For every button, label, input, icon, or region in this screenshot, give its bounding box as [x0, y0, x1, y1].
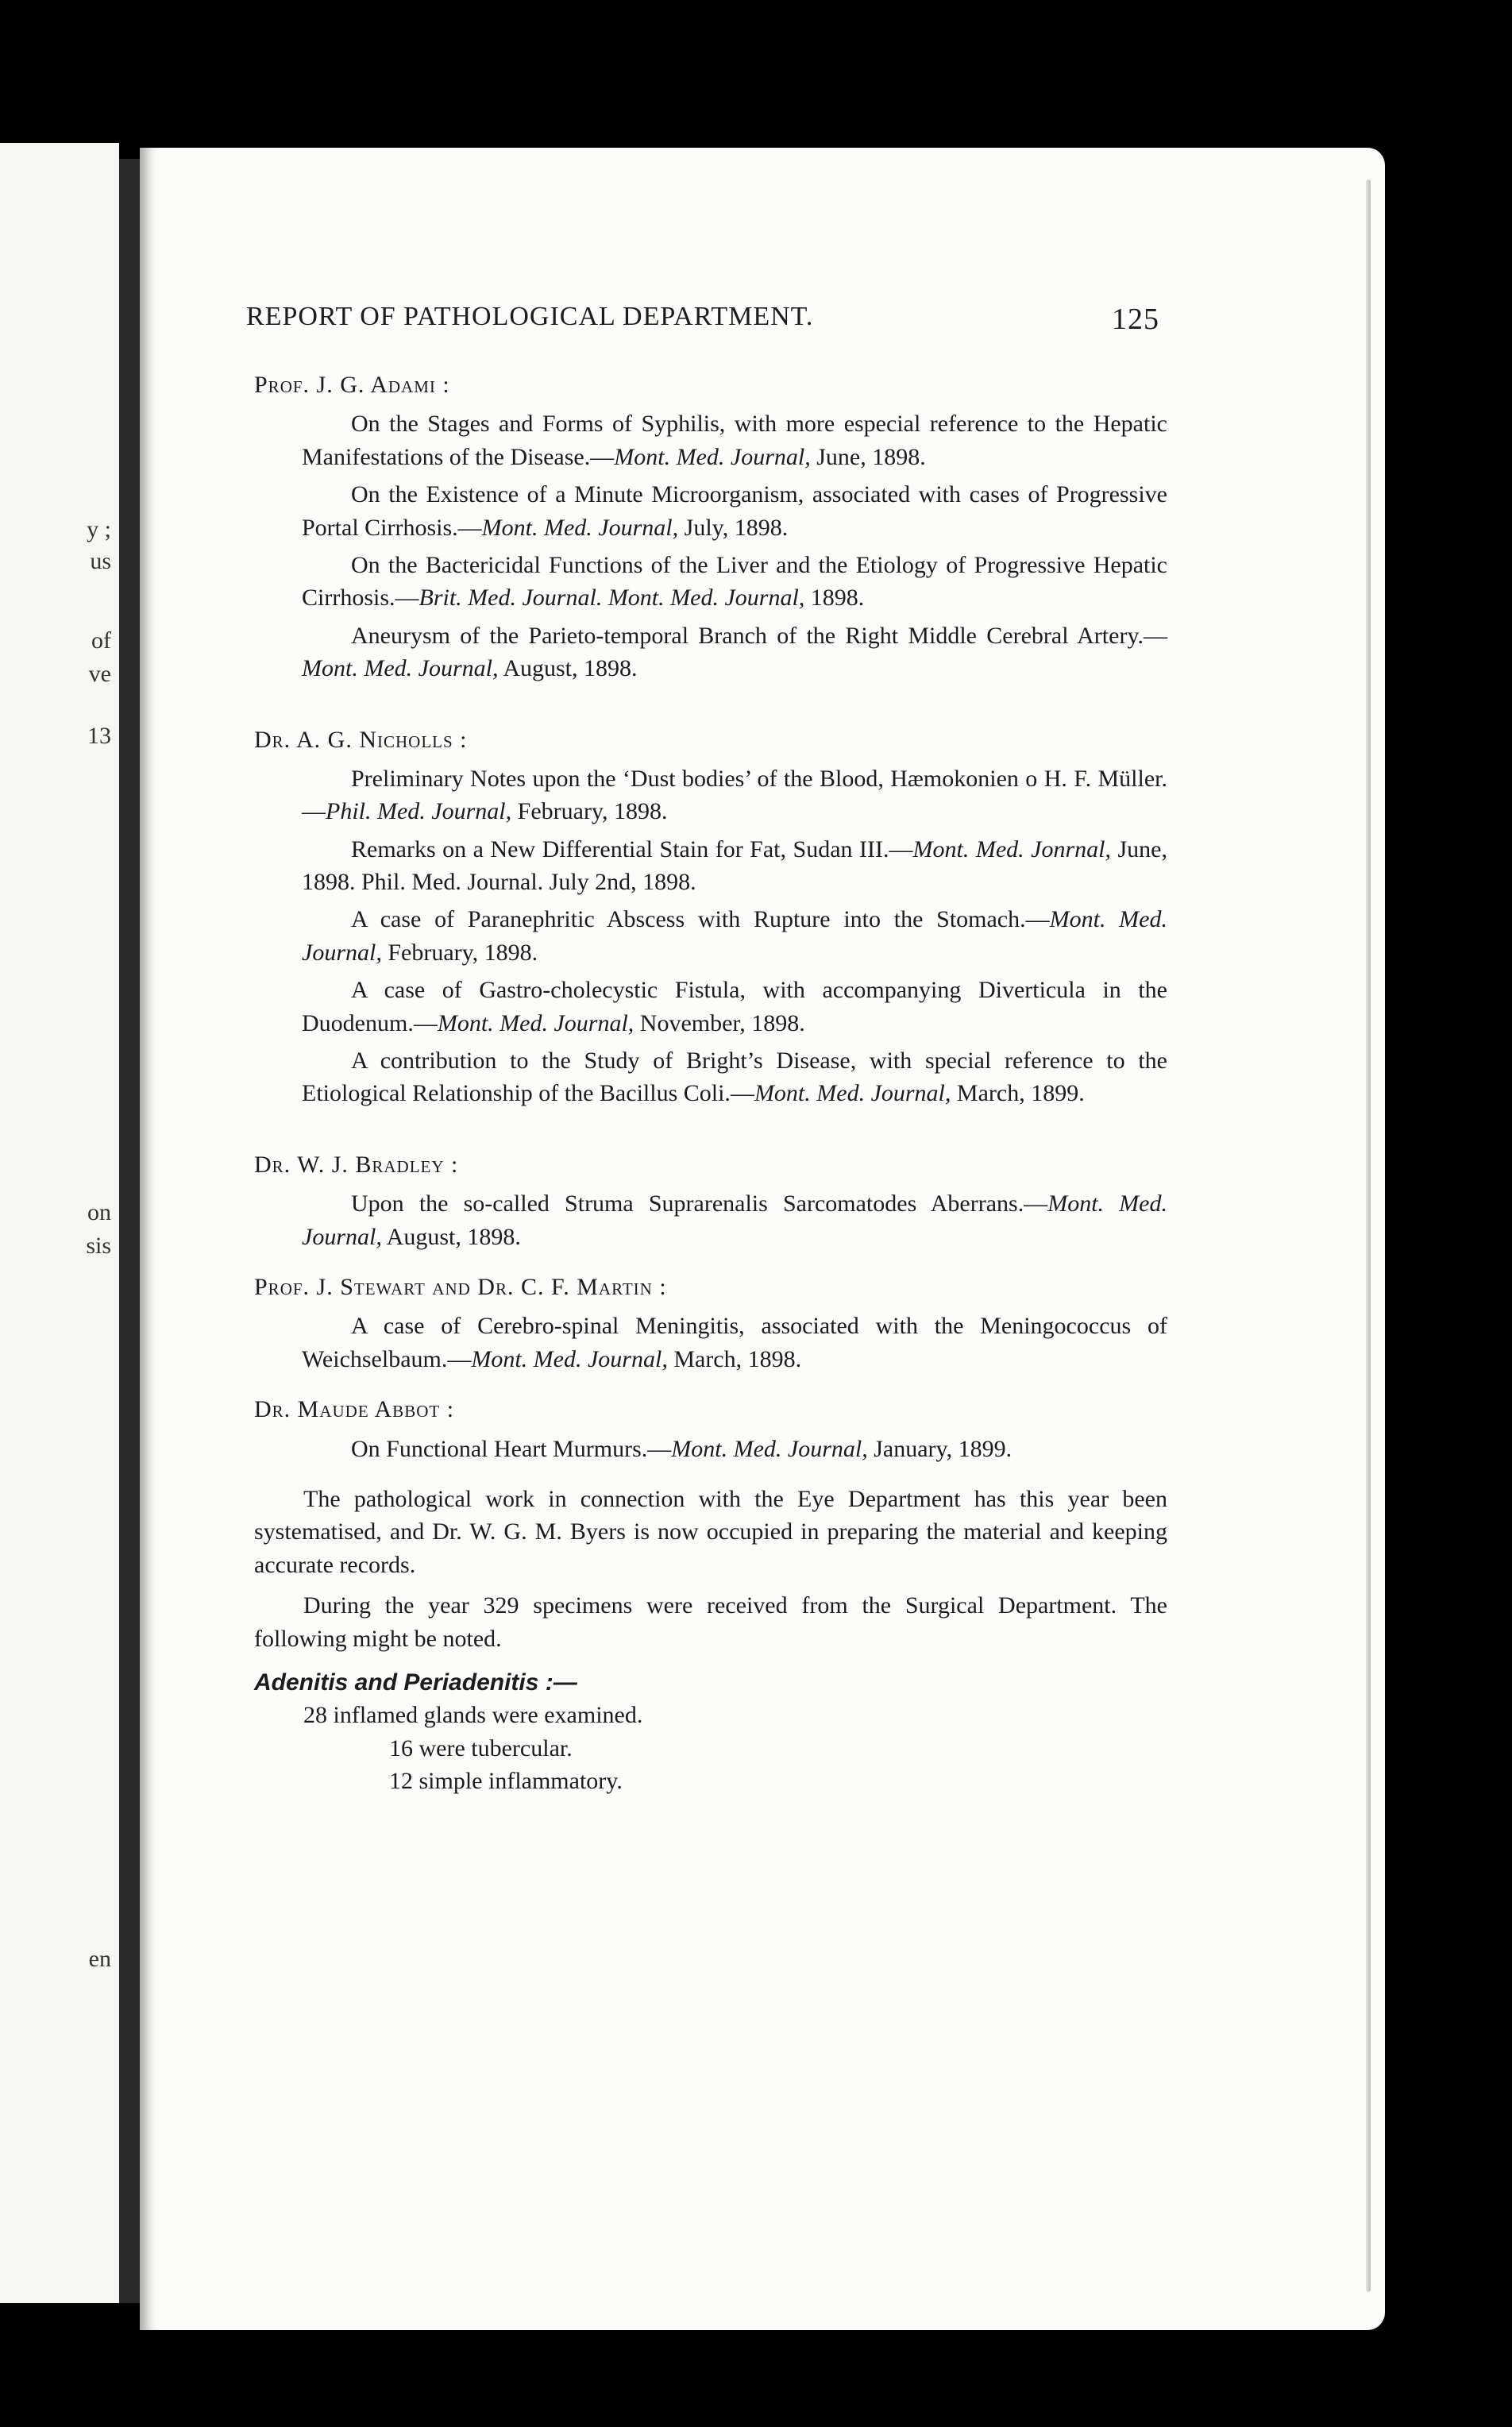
entry-date: June, 1898. Phil. Med. Journal. July 2nd, 1898.: [302, 835, 1167, 896]
entry-text: On the Existence of a Minute Microorganism, associated with cases of Progressive Portal Cirrhosis.—: [302, 481, 1167, 541]
entry-text: A case of Cerebro-spinal Meningitis, associated with the Meningococcus of Weichselbaum.—: [302, 1313, 1167, 1372]
running-head-title: REPORT OF PATHOLOGICAL DEPARTMENT.: [246, 302, 814, 331]
left-page-fragment: ve: [88, 661, 111, 687]
entry-text: On Functional Heart Murmurs.—: [351, 1435, 672, 1462]
entry-citation: Mont. Med. Journal,: [671, 1435, 868, 1462]
entry-date: February, 1898.: [381, 939, 538, 966]
entry-citation: Brit. Med. Journal. Mont. Med. Journal,: [418, 585, 805, 612]
publication-entry: [302, 762, 1167, 828]
entry-citation: Mont. Med. Journal,: [754, 1080, 951, 1107]
publication-entry: [302, 1044, 1167, 1110]
publication-entry: [302, 903, 1167, 969]
entry-text: Remarks on a New Differential Stain for Fat, Sudan III.—: [351, 835, 913, 862]
author-section: [230, 368, 1167, 685]
publication-entry: [302, 478, 1167, 544]
author-heading: Dr. Maude Abbot :: [254, 1396, 455, 1423]
entry-citation: Mont. Med. Journal,: [302, 906, 1167, 966]
page-body: [230, 368, 1167, 1797]
entry-citation: Mont. Med. Journal,: [302, 1190, 1167, 1250]
left-page-fragment: of: [91, 627, 111, 654]
entry-text: Preliminary Notes upon the ‘Dust bodies’ of the Blood, Hæmokonien o H. F. Müller.—: [302, 765, 1167, 825]
publication-entry: [302, 407, 1167, 473]
entry-date: August, 1898.: [498, 655, 638, 682]
publication-entry: [302, 974, 1167, 1040]
entry-date: January, 1899.: [867, 1435, 1012, 1462]
left-page-fragment: 13: [87, 723, 111, 749]
publication-entry: [302, 833, 1167, 899]
publication-entry: [302, 1310, 1167, 1376]
author-section: [230, 1148, 1167, 1253]
body-paragraph: During the year 329 specimens were received from the Surgical Department. The following might be noted.: [254, 1592, 1167, 1652]
text-line: 16 were tubercular.: [389, 1734, 573, 1761]
left-page-margin: [0, 143, 119, 2303]
author-section: [230, 723, 1167, 1110]
left-page-fragment: y ;: [87, 516, 111, 542]
entry-date: February, 1898.: [511, 798, 668, 825]
entry-citation: Mont. Med. Journal,: [481, 514, 679, 541]
entry-text: A contribution to the Study of Bright’s Disease, with special reference to the Etiological Relationship of the Bacillus Coli.—: [302, 1048, 1167, 1107]
entry-date: August, 1898.: [381, 1223, 521, 1250]
entry-citation: Mont. Med. Journal,: [471, 1345, 668, 1372]
entry-text: Aneurysm of the Parieto-temporal Branch of the Right Middle Cerebral Artery.—: [351, 622, 1167, 649]
page-edge: [1366, 179, 1371, 2292]
left-page-fragment: en: [88, 1946, 111, 1972]
entry-date: March, 1898.: [667, 1345, 802, 1372]
entry-date: 1898.: [804, 585, 865, 612]
entry-date: March, 1899.: [951, 1080, 1085, 1107]
author-heading: Dr. W. J. Bradley :: [254, 1151, 459, 1178]
entry-date: November, 1898.: [634, 1009, 805, 1036]
text-line: 28 inflamed glands were examined.: [303, 1702, 643, 1729]
entry-text: A case of Gastro-cholecystic Fistula, with accompanying Diverticula in the Duodenum.—: [302, 977, 1167, 1036]
entry-text: A case of Paranephritic Abscess with Rupture into the Stomach.—: [351, 906, 1050, 933]
section-subheading: Adenitis and Periadenitis :—: [254, 1669, 577, 1696]
text-line: 12 simple inflammatory.: [389, 1768, 623, 1795]
author-section: [230, 1393, 1167, 1465]
entry-citation: Mont. Med. Journal,: [302, 655, 499, 682]
author-heading: Dr. A. G. Nicholls :: [254, 726, 468, 753]
entry-citation: Mont. Med. Jonrnal,: [912, 835, 1111, 862]
author-heading: Prof. J. Stewart and Dr. C. F. Martin :: [254, 1273, 667, 1300]
entry-citation: Phil. Med. Journal,: [326, 798, 512, 825]
entry-text: On the Bactericidal Functions of the Liver and the Etiology of Progressive Hepatic Cirrhosis.—: [302, 551, 1167, 612]
entry-date: June, 1898.: [810, 443, 926, 470]
page-number: 125: [1112, 303, 1159, 336]
body-paragraph: The pathological work in connection with the Eye Department has this year been systematised, and Dr. W. G. M. Byers is now occupied in preparing the material and keeping accurate records.: [254, 1485, 1167, 1578]
entry-date: July, 1898.: [678, 514, 789, 541]
left-page-fragment: sis: [86, 1233, 111, 1259]
author-section: [230, 1271, 1167, 1376]
left-page-fragment: on: [87, 1199, 111, 1225]
publication-entry: [302, 549, 1167, 615]
entry-citation: Mont. Med. Journal,: [437, 1009, 634, 1036]
entry-text: Upon the so-called Struma Suprarenalis Sarcomatodes Aberrans.—: [351, 1190, 1048, 1217]
left-page-fragment: us: [90, 548, 111, 574]
entry-text: On the Stages and Forms of Syphilis, with more especial reference to the Hepatic Manifestations of the Disease.—: [302, 411, 1167, 470]
publication-entry: [302, 1433, 1167, 1465]
entry-citation: Mont. Med. Journal,: [614, 443, 811, 470]
author-heading: Prof. J. G. Adami :: [254, 372, 450, 398]
publication-entry: [302, 1187, 1167, 1253]
publication-entry: [302, 619, 1167, 685]
book-gutter: [119, 159, 141, 2303]
